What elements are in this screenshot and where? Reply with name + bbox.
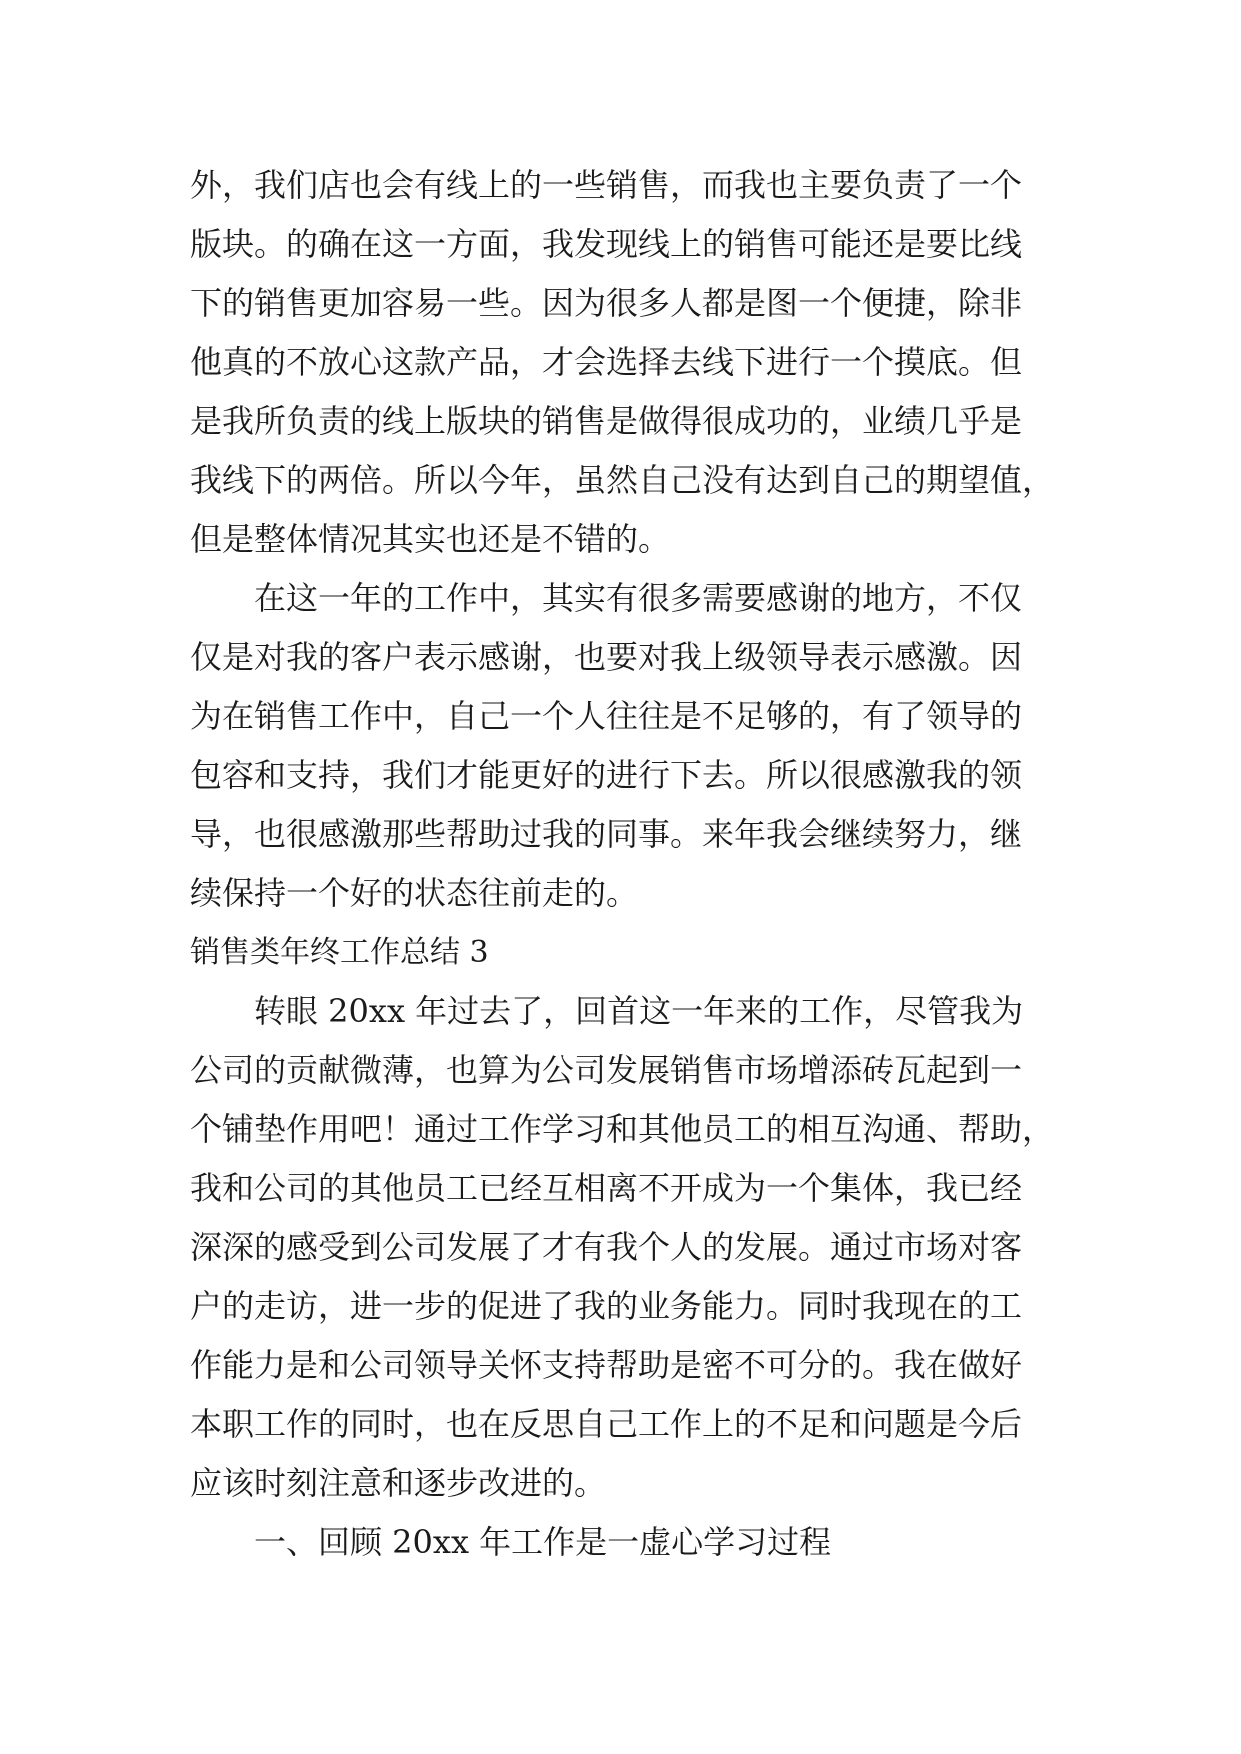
section-title: 销售类年终工作总结 3 — [190, 935, 489, 970]
text-line: 公司的贡献微薄，也算为公司发展销售市场增添砖瓦起到一 — [190, 1051, 1023, 1089]
document-body — [190, 156, 1060, 1572]
text-line: 应该时刻注意和逐步改进的。 — [190, 1464, 607, 1502]
text-line: 本职工作的同时，也在反思自己工作上的不足和问题是今后 — [190, 1405, 1023, 1443]
text-line: 包容和支持，我们才能更好的进行下去。所以很感激我的领 — [190, 756, 1023, 794]
text-line: 续保持一个好的状态往前走的。 — [190, 874, 639, 912]
paragraph-3 — [190, 982, 1060, 1513]
paragraph-2 — [190, 569, 1060, 923]
text-line: 版块。的确在这一方面，我发现线上的销售可能还是要比线 — [190, 225, 1023, 263]
text-line: 他真的不放心这款产品，才会选择去线下进行一个摸底。但 — [190, 343, 1023, 381]
text-line: 我线下的两倍。所以今年，虽然自己没有达到自己的期望值， — [190, 461, 1055, 499]
text-line: 仅是对我的客户表示感谢，也要对我上级领导表示感激。因 — [190, 638, 1023, 676]
text-line: 导，也很感激那些帮助过我的同事。来年我会继续努力，继 — [190, 815, 1023, 853]
text-line: 是我所负责的线上版块的销售是做得很成功的，业绩几乎是 — [190, 402, 1023, 440]
text-line: 下的销售更加容易一些。因为很多人都是图一个便捷，除非 — [190, 284, 1023, 322]
text-line: 户的走访，进一步的促进了我的业务能力。同时我现在的工 — [190, 1287, 1023, 1325]
text-line: 但是整体情况其实也还是不错的。 — [190, 520, 671, 558]
text-line: 在这一年的工作中，其实有很多需要感谢的地方，不仅 — [254, 579, 1023, 617]
text-line: 外，我们店也会有线上的一些销售，而我也主要负责了一个 — [190, 166, 1023, 204]
text-line: 转眼 20xx 年过去了，回首这一年来的工作，尽管我为 — [254, 992, 1024, 1030]
text-line: 深深的感受到公司发展了才有我个人的发展。通过市场对客 — [190, 1228, 1023, 1266]
text-line: 我和公司的其他员工已经互相离不开成为一个集体，我已经 — [190, 1169, 1023, 1207]
text-line: 个铺垫作用吧！通过工作学习和其他员工的相互沟通、帮助， — [190, 1110, 1055, 1148]
text-line: 作能力是和公司领导关怀支持帮助是密不可分的。我在做好 — [190, 1346, 1023, 1384]
subheading: 一、回顾 20xx 年工作是一虚心学习过程 — [254, 1523, 832, 1561]
text-line: 为在销售工作中，自己一个人往往是不足够的，有了领导的 — [190, 697, 1023, 735]
paragraph-1 — [190, 156, 1060, 569]
